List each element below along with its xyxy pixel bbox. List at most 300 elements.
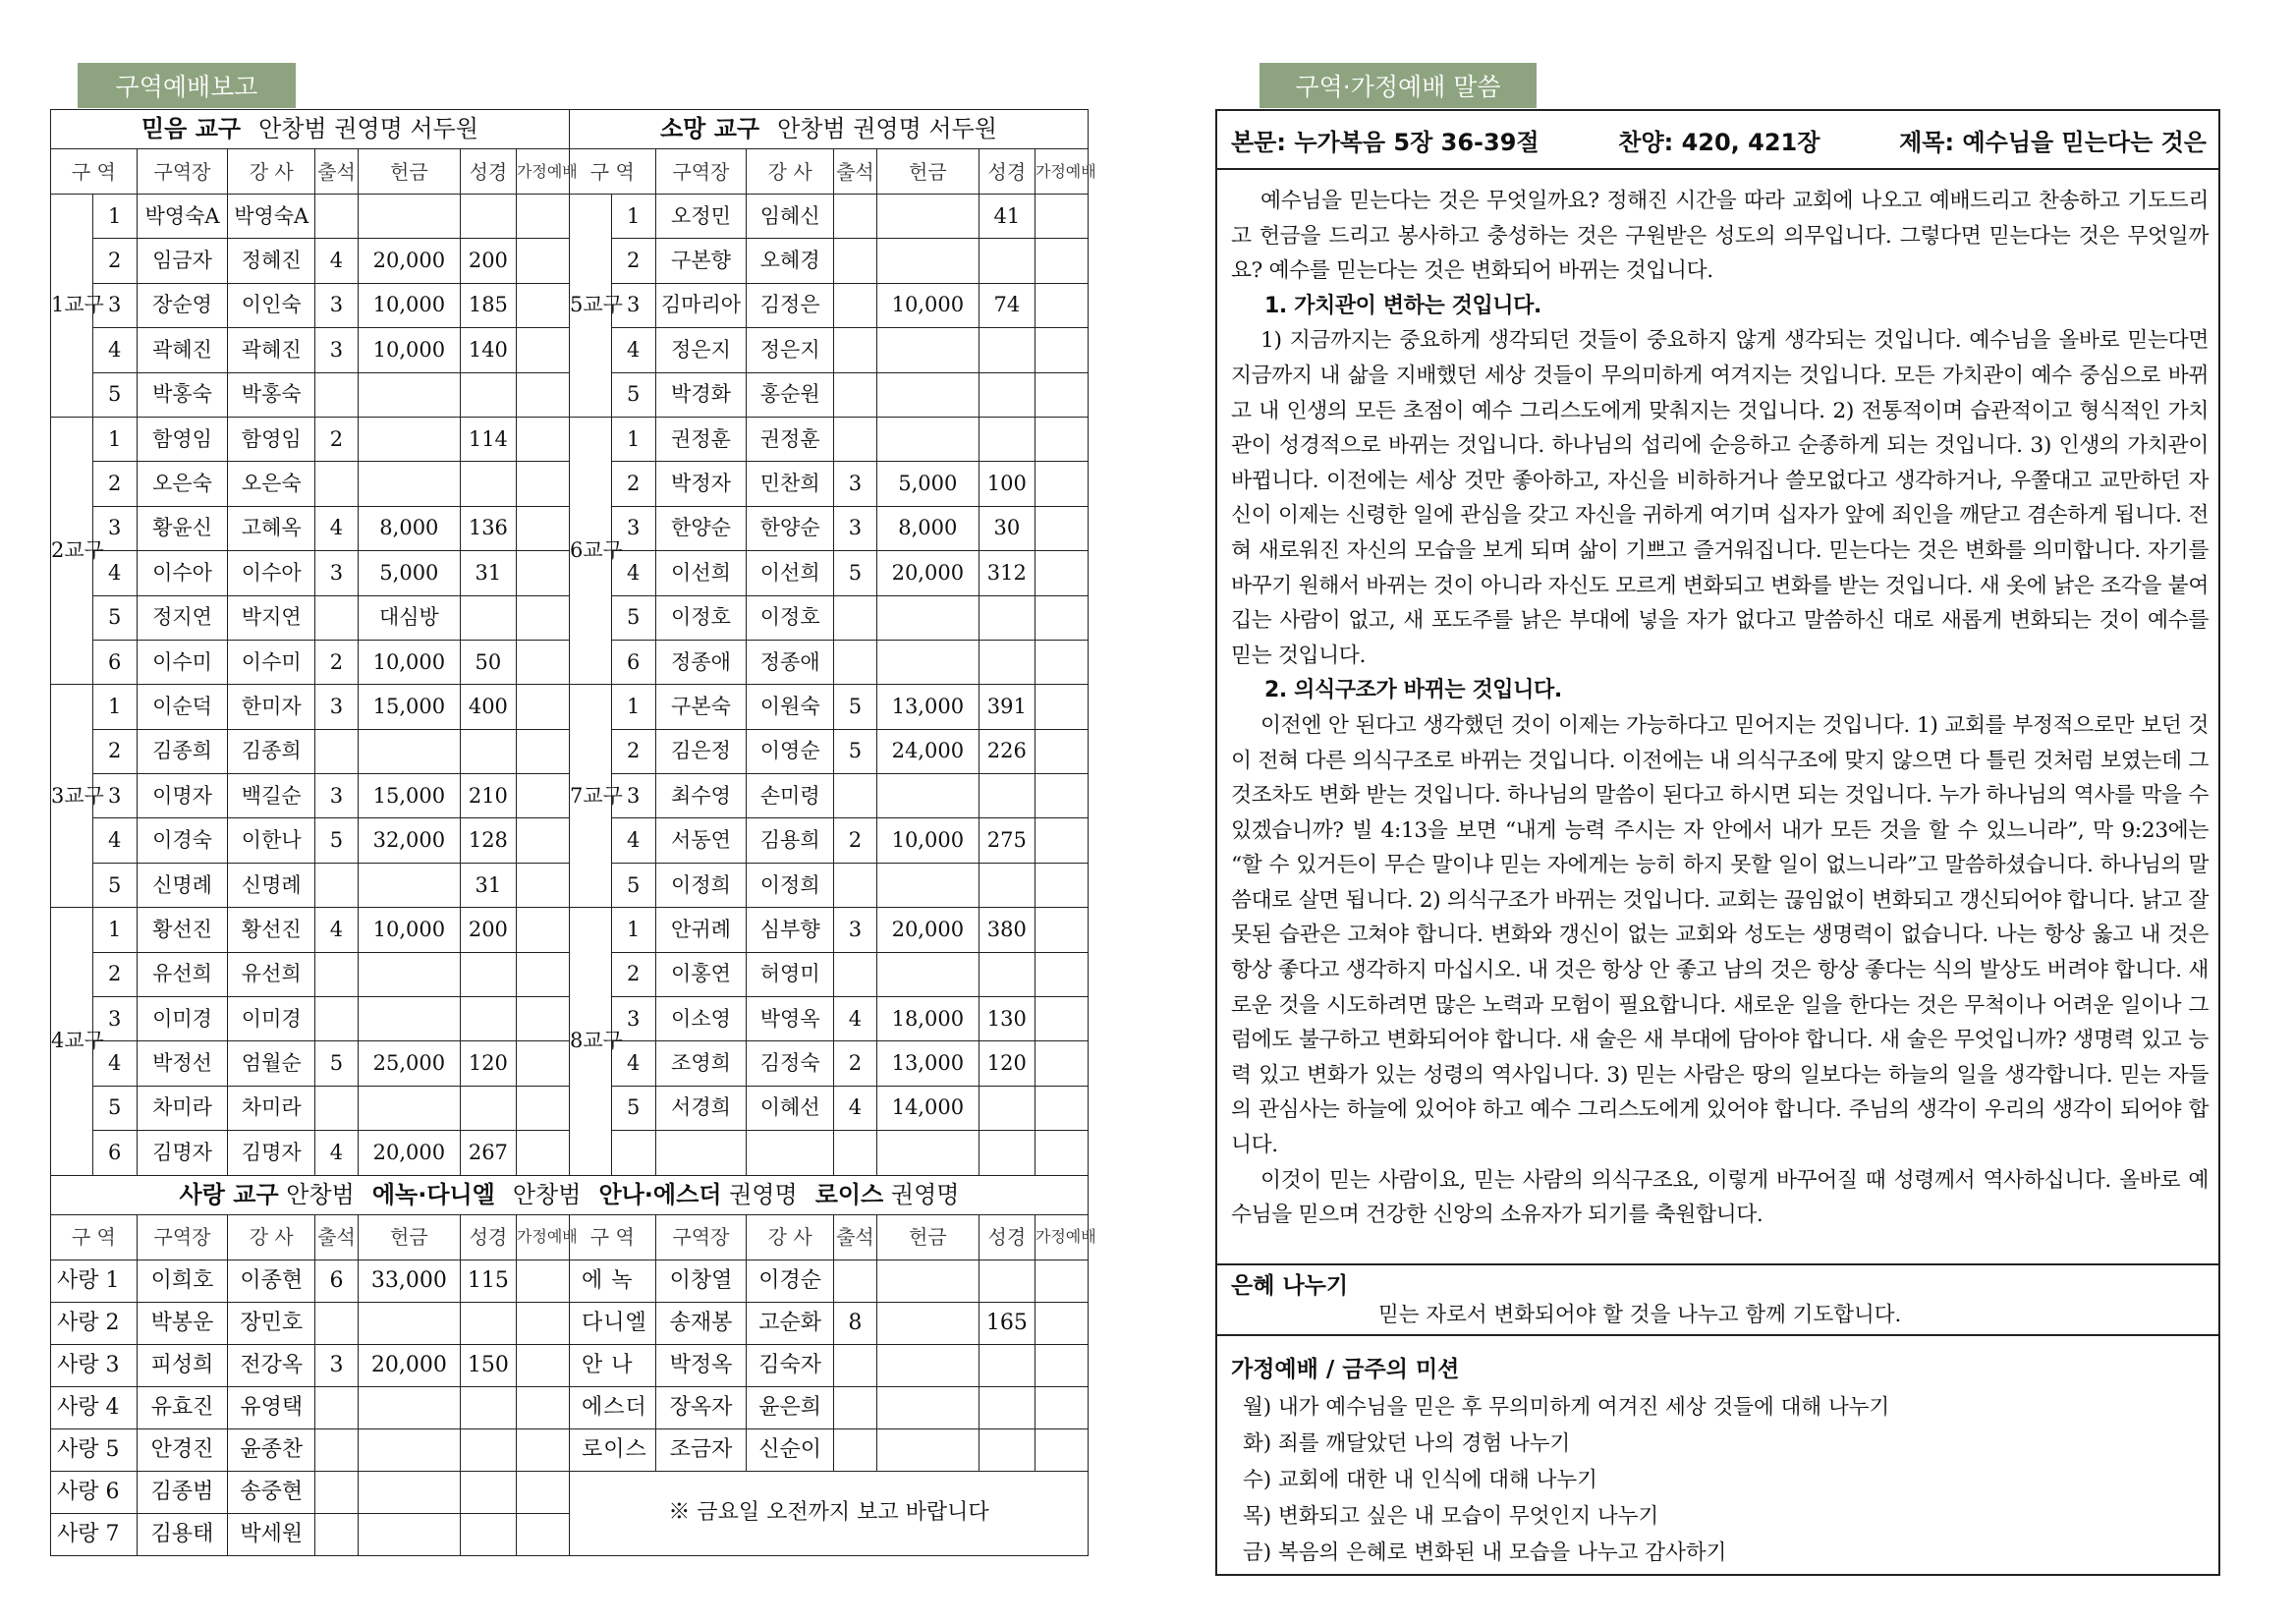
attendance-cell: 4 xyxy=(834,997,877,1041)
bible-cell: 400 xyxy=(460,685,516,729)
leader-cell: 박영숙A xyxy=(137,195,228,239)
attendance-cell xyxy=(834,640,877,684)
offering-cell xyxy=(876,239,979,283)
row-number: 5 xyxy=(611,863,655,907)
offering-cell: 대심방 xyxy=(358,595,460,640)
bible-cell xyxy=(979,774,1035,818)
home-worship-cell xyxy=(1035,506,1088,550)
attendance-cell xyxy=(315,1086,359,1130)
leader-cell: 김은정 xyxy=(655,729,747,773)
teacher-cell: 정혜진 xyxy=(228,239,315,283)
empty-cell xyxy=(1035,1131,1088,1175)
sermon-title: 제목: 예수님을 믿는다는 것은 xyxy=(1899,128,2207,156)
attendance-cell: 4 xyxy=(315,908,359,952)
teacher-cell: 함영임 xyxy=(228,417,315,461)
leader-cell: 임금자 xyxy=(137,239,228,283)
attendance-cell: 5 xyxy=(315,818,359,863)
leader-cell: 이명자 xyxy=(137,774,228,818)
offering-cell xyxy=(876,1386,979,1428)
bible-cell xyxy=(979,372,1035,417)
bible-cell xyxy=(460,997,516,1041)
love-leader: 안창범 xyxy=(286,1180,355,1208)
leader-cell: 이수아 xyxy=(137,551,228,595)
leader-cell: 정지연 xyxy=(137,595,228,640)
bible-cell: 140 xyxy=(460,328,516,372)
row-number: 1 xyxy=(92,195,137,239)
row-number: 4 xyxy=(92,818,137,863)
teacher-cell: 김종희 xyxy=(228,729,315,773)
offering-cell xyxy=(358,195,460,239)
home-worship-cell xyxy=(516,1428,569,1471)
bible-cell xyxy=(979,239,1035,283)
empty-cell xyxy=(655,1131,747,1175)
attendance-cell xyxy=(834,372,877,417)
love-group-label: 사랑 3 xyxy=(51,1344,138,1386)
row-number: 1 xyxy=(611,417,655,461)
col-header: 강 사 xyxy=(228,1214,315,1260)
love-group-label: 사랑 6 xyxy=(51,1471,138,1513)
offering-cell: 5,000 xyxy=(876,462,979,506)
offering-cell xyxy=(876,1260,979,1302)
offering-cell xyxy=(876,195,979,239)
home-worship-cell xyxy=(1035,372,1088,417)
row-number: 1 xyxy=(92,417,137,461)
offering-cell: 32,000 xyxy=(358,818,460,863)
love-group-label: 사랑 7 xyxy=(51,1513,138,1555)
offering-cell: 15,000 xyxy=(358,685,460,729)
bible-cell xyxy=(460,1386,516,1428)
leader-cell: 구본숙 xyxy=(655,685,747,729)
row-number: 3 xyxy=(92,997,137,1041)
row-number: 2 xyxy=(611,729,655,773)
row-number: 2 xyxy=(92,462,137,506)
offering-cell: 25,000 xyxy=(358,1041,460,1086)
love-group-label: 사랑 5 xyxy=(51,1428,138,1471)
row-number: 3 xyxy=(92,506,137,550)
home-worship-cell xyxy=(516,462,569,506)
mission-item: 월) 내가 예수님을 믿은 후 무의미하게 여겨진 세상 것들에 대해 나누기 xyxy=(1243,1395,1890,1420)
bible-cell xyxy=(979,863,1035,907)
home-worship-cell xyxy=(516,774,569,818)
cell-report-table xyxy=(50,109,1096,1556)
col-header-district: 구 역 xyxy=(569,1214,655,1260)
col-header: 구역장 xyxy=(655,1214,747,1260)
offering-cell xyxy=(358,1086,460,1130)
bible-cell: 130 xyxy=(979,997,1035,1041)
home-worship-cell xyxy=(1035,1086,1088,1130)
row-number: 1 xyxy=(92,908,137,952)
bible-cell xyxy=(460,729,516,773)
home-worship-cell xyxy=(1035,729,1088,773)
love-group-label: 다니엘 xyxy=(569,1302,655,1344)
sermon-body xyxy=(1217,170,2218,1265)
group-label: 6교구 xyxy=(569,417,611,684)
attendance-cell xyxy=(315,595,359,640)
col-header: 구역장 xyxy=(137,149,228,195)
home-worship-cell xyxy=(1035,328,1088,372)
home-worship-cell xyxy=(516,506,569,550)
offering-cell: 24,000 xyxy=(876,729,979,773)
leader-cell: 김종희 xyxy=(137,729,228,773)
row-number: 4 xyxy=(611,818,655,863)
offering-cell: 10,000 xyxy=(876,818,979,863)
love-group-label: 사랑 1 xyxy=(51,1260,138,1302)
col-header: 성경 xyxy=(979,149,1035,195)
bible-cell: 50 xyxy=(460,640,516,684)
sermon-paragraph: 예수님을 믿는다는 것은 무엇일까요? 정해진 시간을 따라 교회에 나오고 예배드리고 찬송하고 기도드리고 헌금을 드리고 봉사하고 충성하는 것은 구원받은 성도의 의무입니다. 그렇다면 믿는다는 것은 무엇일까요? 예수를 믿는다는 것은 변화되어 바뀌는 것입니다. xyxy=(1231,189,2209,284)
teacher-cell: 이선희 xyxy=(747,551,834,595)
row-number: 5 xyxy=(611,1086,655,1130)
attendance-cell xyxy=(315,195,359,239)
teacher-cell: 민찬희 xyxy=(747,462,834,506)
mission-item: 목) 변화되고 싶은 내 모습이 무엇인지 나누기 xyxy=(1243,1504,1659,1529)
group-label: 4교구 xyxy=(51,908,93,1175)
teacher-cell: 이혜선 xyxy=(747,1086,834,1130)
teacher-cell: 차미라 xyxy=(228,1086,315,1130)
col-header: 강 사 xyxy=(747,149,834,195)
home-worship-cell xyxy=(516,239,569,283)
bible-cell xyxy=(979,640,1035,684)
teacher-cell: 오은숙 xyxy=(228,462,315,506)
teacher-cell: 이원숙 xyxy=(747,685,834,729)
grace-section xyxy=(1217,1265,2218,1336)
bible-cell: 114 xyxy=(460,417,516,461)
offering-cell: 10,000 xyxy=(358,640,460,684)
bible-cell xyxy=(979,1386,1035,1428)
home-worship-cell xyxy=(516,1086,569,1130)
row-number: 6 xyxy=(92,1131,137,1175)
home-worship-cell xyxy=(516,1471,569,1513)
teacher-cell: 오혜경 xyxy=(747,239,834,283)
teacher-cell: 이영순 xyxy=(747,729,834,773)
faith-district-header xyxy=(51,110,570,149)
leader-cell: 한양순 xyxy=(655,506,747,550)
row-number: 3 xyxy=(92,774,137,818)
attendance-cell: 4 xyxy=(315,239,359,283)
attendance-cell: 4 xyxy=(315,1131,359,1175)
attendance-cell: 2 xyxy=(315,640,359,684)
leader-cell: 이정호 xyxy=(655,595,747,640)
home-worship-cell xyxy=(1035,774,1088,818)
row-number: 4 xyxy=(611,551,655,595)
attendance-cell xyxy=(834,283,877,327)
teacher-cell: 김숙자 xyxy=(747,1344,834,1386)
mission-item: 화) 죄를 깨달았던 나의 경험 나누기 xyxy=(1243,1431,1571,1456)
empty-cell xyxy=(979,1131,1035,1175)
row-number: 2 xyxy=(611,462,655,506)
offering-cell xyxy=(358,462,460,506)
row-number: 4 xyxy=(611,328,655,372)
bible-cell: 200 xyxy=(460,908,516,952)
lois-name: 로이스 xyxy=(814,1180,884,1208)
enoch-daniel-leader: 안창범 xyxy=(512,1180,582,1208)
home-worship-cell xyxy=(516,729,569,773)
family-worship-section xyxy=(1217,1336,2218,1585)
leader-cell: 정은지 xyxy=(655,328,747,372)
attendance-cell xyxy=(834,328,877,372)
row-number: 5 xyxy=(92,1086,137,1130)
bible-cell xyxy=(979,595,1035,640)
row-number: 5 xyxy=(611,595,655,640)
teacher-cell: 이인숙 xyxy=(228,283,315,327)
teacher-cell: 고혜옥 xyxy=(228,506,315,550)
offering-cell xyxy=(358,417,460,461)
love-group-label: 사랑 4 xyxy=(51,1386,138,1428)
bible-cell xyxy=(460,372,516,417)
row-number: 5 xyxy=(92,595,137,640)
home-worship-cell xyxy=(1035,595,1088,640)
bible-cell xyxy=(460,1513,516,1555)
bible-cell: 30 xyxy=(979,506,1035,550)
attendance-cell xyxy=(834,774,877,818)
leader-cell: 김명자 xyxy=(137,1131,228,1175)
row-number: 5 xyxy=(92,372,137,417)
teacher-cell: 곽혜진 xyxy=(228,328,315,372)
offering-cell xyxy=(876,952,979,996)
hope-district-header xyxy=(569,110,1088,149)
home-worship-cell xyxy=(1035,1344,1088,1386)
sermon-paragraph: 1) 지금까지는 중요하게 생각되던 것들이 중요하지 않게 생각되는 것입니다. 예수님을 올바로 믿는다면 지금까지 내 삶을 지배했던 세상 것들이 무의미하게 여겨지는 것입니다. 모든 가치관이 예수 중심으로 바뀌고 내 인생의 모든 초점이 예수 그리스도에게 맞춰지는 것입니다. 2) 전통적이며 습관적이고 형식적인 가치관이 성경적으로 바뀌는 것입니다. 하나님의 섭리에 순응하고 순종하게 되는 것입니다. 3) 인생의 가치관이 바뀝니다. 이전에는 세상 것만 좋아하고, 자신을 비하하거나 쓸모없다고 생각하거나, 우쭐대고 교만하던 자신이 이제는 신령한 일에 관심을 갖고 자신을 귀하게 여기며 십자가 앞에 죄인을 깨닫고 겸손하게 됩니다. 전혀 새로워진 자신의 모습을 보게 되며 삶이 기쁘고 즐거워집니다. 믿는다는 것은 변화를 의미합니다. 자기를 바꾸기 원해서 바뀌는 것이 아니라 자신도 모르게 변화되고 변화를 받는 것입니다. 새 옷에 낡은 조각을 붙여 깁는 사람이 없고, 새 포도주를 낡은 부대에 넣을 자가 없다고 말씀하신 대로 새롭게 변화되는 것이 예수를 믿는 것입니다. xyxy=(1231,328,2209,668)
home-worship-cell xyxy=(516,328,569,372)
row-number: 4 xyxy=(92,1041,137,1086)
row-number: 1 xyxy=(611,195,655,239)
attendance-cell xyxy=(834,239,877,283)
attendance-cell xyxy=(315,1386,359,1428)
sermon-panel xyxy=(1215,109,2220,1576)
home-worship-cell xyxy=(516,372,569,417)
home-worship-cell xyxy=(1035,997,1088,1041)
teacher-cell: 김용희 xyxy=(747,818,834,863)
bible-cell: 312 xyxy=(979,551,1035,595)
leader-cell: 조금자 xyxy=(655,1428,747,1471)
row-number: 2 xyxy=(611,239,655,283)
teacher-cell: 김정은 xyxy=(747,283,834,327)
teacher-cell: 한양순 xyxy=(747,506,834,550)
sermon-paragraph: 이전엔 안 된다고 생각했던 것이 이제는 가능하다고 믿어지는 것입니다. 1) 교회를 부정적으로만 보던 것이 전혀 다른 의식구조로 바뀌는 것입니다. 이전에는 내 의식구조에 맞지 않으면 다 틀린 것처럼 보였는데 그것조차도 변화 받는 것입니다. 하나님의 말씀이 된다고 하시면 되는 것입니다. 누가 하나님의 역사를 막을 수 있겠습니까? 빌 4:13을 보면 “내게 능력 주시는 자 안에서 내가 모든 것을 할 수 있느니라”, 막 9:23에는 “할 수 있거든이 무슨 말이냐 믿는 자에게는 능히 하지 못할 일이 없느니라”고 말씀하셨습니다. 하나님의 말씀대로 살면 됩니다. 2) 의식구조가 바뀌는 것입니다. 교회는 끊임없이 변화되고 갱신되어야 합니다. 낡고 잘못된 습관은 고쳐야 합니다. 변화와 갱신이 없는 교회와 성도는 생명력이 없습니다. 나는 항상 옳고 내 것은 항상 좋다고 생각하지 마십시오. 내 것은 항상 안 좋고 남의 것은 항상 좋다는 식의 발상도 버려야 합니다. 새로운 것을 시도하려면 많은 노력과 모험이 필요합니다. 새로운 일을 한다는 것은 무척이나 어려운 일이나 그럼에도 불구하고 변화되어야 합니다. 새 술은 새 부대에 담아야 합니다. 새 술은 무엇입니까? 생명력 있고 능력 있고 변화가 있는 성령의 역사입니다. 3) 믿는 사람은 땅의 일보다는 하늘의 일을 생각합니다. 믿는 자들의 관심사는 하늘에 있어야 하고 예수 그리스도에게 있어야 합니다. 주님의 생각이 우리의 생각이 되어야 합니다. xyxy=(1231,712,2209,1158)
teacher-cell: 이한나 xyxy=(228,818,315,863)
col-header: 출석 xyxy=(315,1214,359,1260)
teacher-cell: 윤은희 xyxy=(747,1386,834,1428)
offering-cell: 15,000 xyxy=(358,774,460,818)
col-header: 출석 xyxy=(834,1214,877,1260)
leader-cell: 조영희 xyxy=(655,1041,747,1086)
leader-cell: 신명례 xyxy=(137,863,228,907)
home-worship-cell xyxy=(516,1302,569,1344)
teacher-cell: 송중현 xyxy=(228,1471,315,1513)
teacher-cell: 권정훈 xyxy=(747,417,834,461)
home-worship-cell xyxy=(516,1513,569,1555)
group-label: 3교구 xyxy=(51,685,93,908)
leader-cell: 김용태 xyxy=(137,1513,228,1555)
leader-cell: 이홍연 xyxy=(655,952,747,996)
col-header: 성경 xyxy=(460,1214,516,1260)
bible-cell: 31 xyxy=(460,863,516,907)
bible-cell: 115 xyxy=(460,1260,516,1302)
bible-cell: 200 xyxy=(460,239,516,283)
leader-cell: 송재봉 xyxy=(655,1302,747,1344)
attendance-cell: 3 xyxy=(315,328,359,372)
bible-cell xyxy=(460,195,516,239)
leader-cell: 장순영 xyxy=(137,283,228,327)
leader-cell: 박봉운 xyxy=(137,1302,228,1344)
home-worship-cell xyxy=(1035,1428,1088,1471)
bible-cell xyxy=(979,1344,1035,1386)
home-worship-cell xyxy=(516,818,569,863)
col-header: 출석 xyxy=(315,149,359,195)
home-worship-cell xyxy=(1035,640,1088,684)
sermon-heading: 1. 가치관이 변하는 것입니다. xyxy=(1264,293,1541,318)
attendance-cell xyxy=(834,1344,877,1386)
offering-cell: 10,000 xyxy=(358,908,460,952)
bible-cell: 267 xyxy=(460,1131,516,1175)
love-group-label: 안 나 xyxy=(569,1344,655,1386)
leader-cell: 정종애 xyxy=(655,640,747,684)
sermon-header xyxy=(1217,111,2218,170)
col-header: 헌금 xyxy=(358,149,460,195)
home-worship-cell xyxy=(516,283,569,327)
row-number: 2 xyxy=(92,952,137,996)
attendance-cell: 3 xyxy=(834,462,877,506)
hope-district-name: 소망 교구 xyxy=(659,115,760,143)
sermon-hymn: 찬양: 420, 421장 xyxy=(1618,128,1820,156)
teacher-cell: 고순화 xyxy=(747,1302,834,1344)
teacher-cell: 장민호 xyxy=(228,1302,315,1344)
home-worship-cell xyxy=(516,1131,569,1175)
col-header-district: 구 역 xyxy=(51,149,138,195)
home-worship-cell xyxy=(1035,417,1088,461)
offering-cell xyxy=(358,1302,460,1344)
bible-cell xyxy=(460,1086,516,1130)
bible-cell xyxy=(460,462,516,506)
bible-cell: 31 xyxy=(460,551,516,595)
attendance-cell xyxy=(834,595,877,640)
leader-cell: 차미라 xyxy=(137,1086,228,1130)
home-worship-cell xyxy=(1035,551,1088,595)
teacher-cell: 박세원 xyxy=(228,1513,315,1555)
home-worship-cell xyxy=(516,640,569,684)
offering-cell xyxy=(358,1428,460,1471)
leader-cell: 박정선 xyxy=(137,1041,228,1086)
offering-cell: 18,000 xyxy=(876,997,979,1041)
attendance-cell: 6 xyxy=(315,1260,359,1302)
teacher-cell: 한미자 xyxy=(228,685,315,729)
leader-cell: 피성희 xyxy=(137,1344,228,1386)
offering-cell xyxy=(358,1471,460,1513)
leader-cell: 서경희 xyxy=(655,1086,747,1130)
home-worship-cell xyxy=(1035,195,1088,239)
col-header: 구역장 xyxy=(655,149,747,195)
attendance-cell xyxy=(315,1302,359,1344)
leader-cell: 황선진 xyxy=(137,908,228,952)
leader-cell: 이순덕 xyxy=(137,685,228,729)
attendance-cell xyxy=(834,863,877,907)
attendance-cell xyxy=(315,729,359,773)
leader-cell: 유선희 xyxy=(137,952,228,996)
home-worship-cell xyxy=(1035,908,1088,952)
home-worship-cell xyxy=(1035,1260,1088,1302)
mission-list xyxy=(1231,1389,2205,1571)
teacher-cell: 박영숙A xyxy=(228,195,315,239)
anna-esther-leader: 권영명 xyxy=(729,1180,798,1208)
row-number: 2 xyxy=(611,952,655,996)
bible-cell: 74 xyxy=(979,283,1035,327)
bible-cell: 226 xyxy=(979,729,1035,773)
attendance-cell: 2 xyxy=(834,818,877,863)
bible-cell: 120 xyxy=(460,1041,516,1086)
row-number: 4 xyxy=(92,551,137,595)
attendance-cell xyxy=(315,1513,359,1555)
love-group-label: 사랑 2 xyxy=(51,1302,138,1344)
group-label: 5교구 xyxy=(569,195,611,418)
love-group-label: 에 녹 xyxy=(569,1260,655,1302)
love-district-name: 사랑 교구 xyxy=(179,1180,279,1208)
home-worship-cell xyxy=(1035,1386,1088,1428)
teacher-cell: 임혜신 xyxy=(747,195,834,239)
teacher-cell: 신순이 xyxy=(747,1428,834,1471)
offering-cell xyxy=(358,863,460,907)
offering-cell xyxy=(876,774,979,818)
leader-cell: 함영임 xyxy=(137,417,228,461)
bible-cell xyxy=(979,1260,1035,1302)
bible-cell xyxy=(979,1428,1035,1471)
bible-cell: 210 xyxy=(460,774,516,818)
offering-cell xyxy=(358,997,460,1041)
col-header: 성경 xyxy=(460,149,516,195)
teacher-cell: 신명례 xyxy=(228,863,315,907)
home-worship-cell xyxy=(1035,239,1088,283)
offering-cell: 20,000 xyxy=(876,551,979,595)
attendance-cell xyxy=(834,1260,877,1302)
bible-cell: 185 xyxy=(460,283,516,327)
offering-cell: 8,000 xyxy=(358,506,460,550)
bible-cell xyxy=(979,952,1035,996)
offering-cell xyxy=(876,863,979,907)
attendance-cell: 4 xyxy=(834,1086,877,1130)
home-worship-cell xyxy=(1035,685,1088,729)
offering-cell: 20,000 xyxy=(358,239,460,283)
love-group-label: 에스더 xyxy=(569,1386,655,1428)
bible-cell xyxy=(979,1086,1035,1130)
teacher-cell: 유영택 xyxy=(228,1386,315,1428)
offering-cell: 10,000 xyxy=(358,328,460,372)
offering-cell: 14,000 xyxy=(876,1086,979,1130)
bible-cell: 100 xyxy=(979,462,1035,506)
group-label: 7교구 xyxy=(569,685,611,908)
bible-cell xyxy=(460,595,516,640)
leader-cell: 이수미 xyxy=(137,640,228,684)
row-number: 3 xyxy=(92,283,137,327)
offering-cell xyxy=(876,595,979,640)
leader-cell: 김종범 xyxy=(137,1471,228,1513)
leader-cell: 이정희 xyxy=(655,863,747,907)
col-header: 구역장 xyxy=(137,1214,228,1260)
offering-cell: 20,000 xyxy=(876,908,979,952)
row-number: 2 xyxy=(92,729,137,773)
leader-cell: 박정자 xyxy=(655,462,747,506)
grace-text: 믿는 자로서 변화되어야 할 것을 나누고 함께 기도합니다. xyxy=(1378,1303,1902,1327)
home-worship-cell xyxy=(516,908,569,952)
offering-cell: 33,000 xyxy=(358,1260,460,1302)
leader-cell: 이소영 xyxy=(655,997,747,1041)
col-header: 헌금 xyxy=(876,1214,979,1260)
faith-district-name: 믿음 교구 xyxy=(140,115,242,143)
attendance-cell: 3 xyxy=(315,551,359,595)
home-worship-cell xyxy=(516,685,569,729)
offering-cell xyxy=(358,729,460,773)
offering-cell: 13,000 xyxy=(876,1041,979,1086)
attendance-cell xyxy=(834,1428,877,1471)
row-number: 3 xyxy=(611,997,655,1041)
